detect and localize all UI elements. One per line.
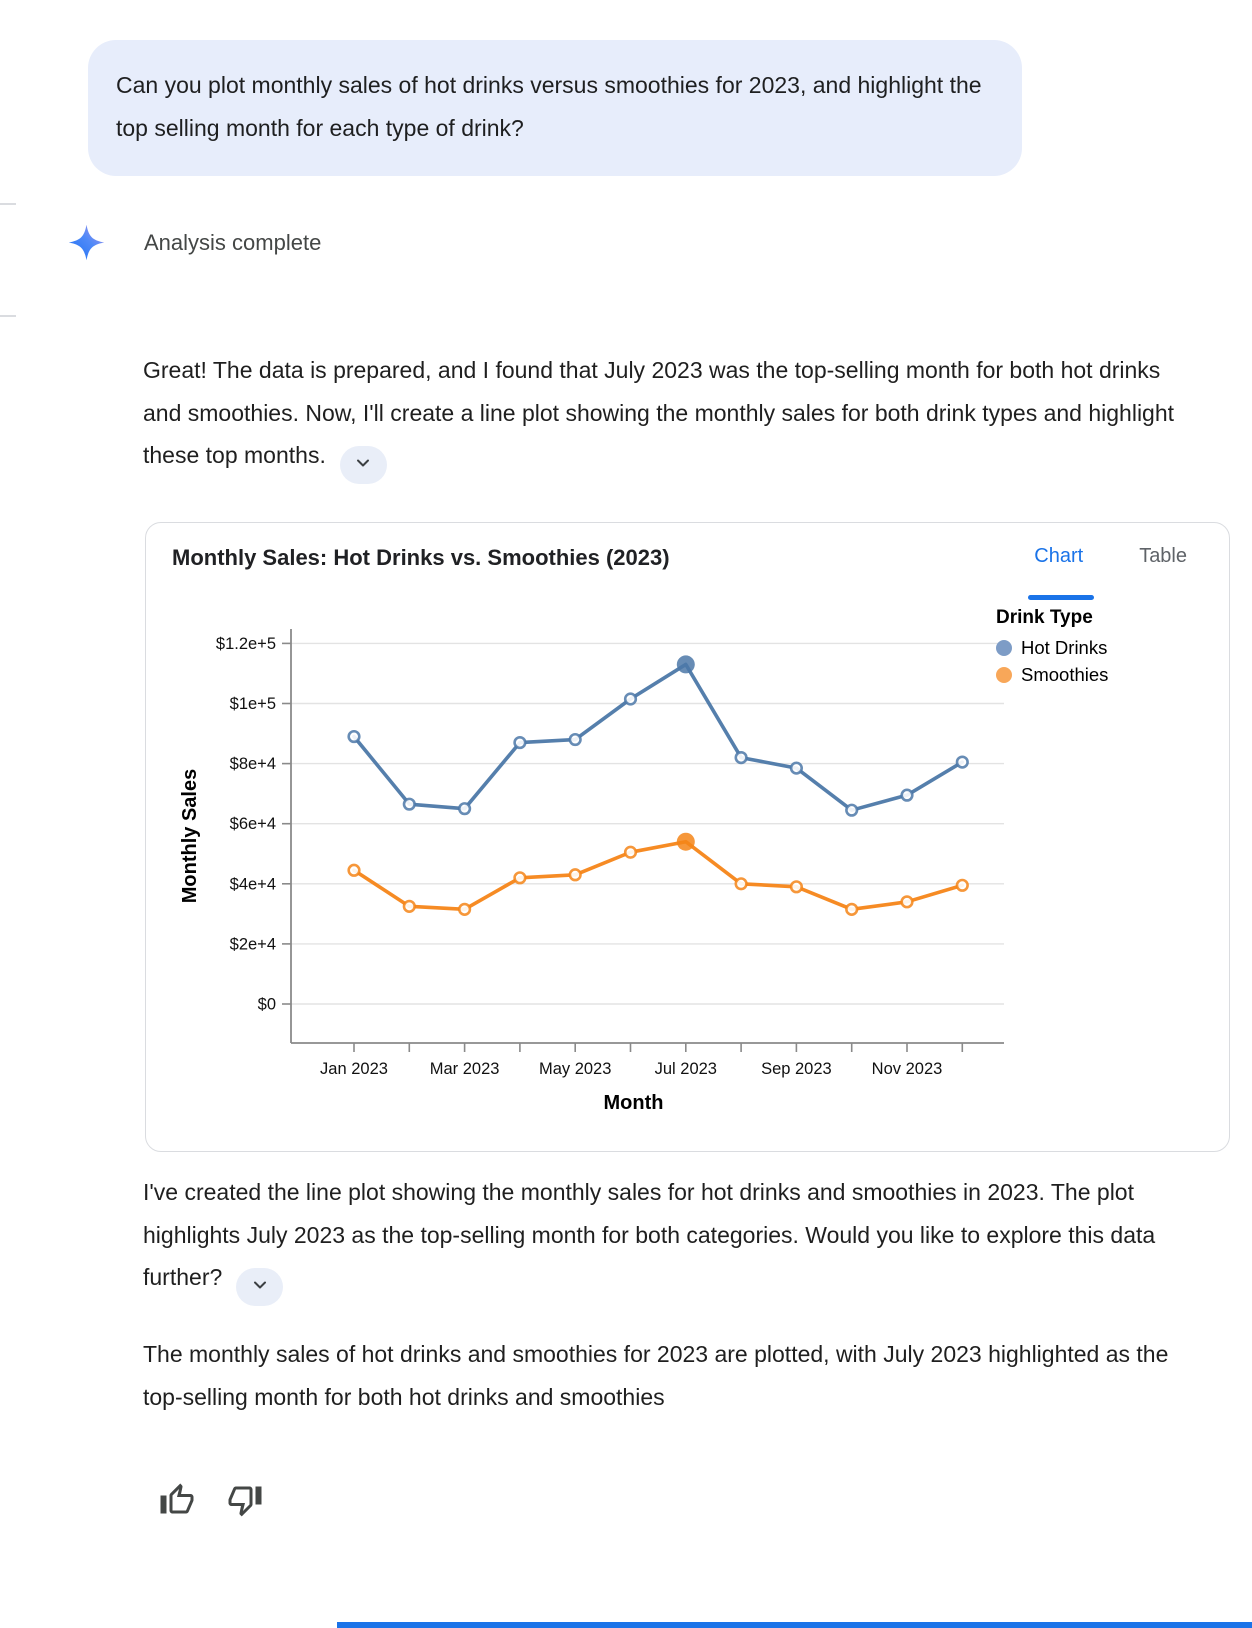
legend-item-label: Hot Drinks	[1021, 637, 1108, 658]
legend-item-hot-drinks[interactable]	[996, 637, 1108, 659]
svg-text:$2e+4: $2e+4	[229, 935, 276, 954]
analysis-status-row[interactable]	[68, 224, 321, 261]
assistant-intro-text: Great! The data is prepared, and I found that July 2023 was the top-selling month for both hot drinks and smoothies. Now, I'll create a line plot showing the monthly sales for both drink types and highlight these top months.	[143, 357, 1175, 468]
analysis-status-label: Analysis complete	[144, 229, 322, 255]
assistant-summary-paragraph	[143, 1333, 1175, 1418]
svg-text:$0: $0	[257, 995, 276, 1014]
bottom-accent-bar	[337, 1622, 1252, 1628]
assistant-followup-paragraph	[143, 1171, 1175, 1306]
assistant-summary-text: The monthly sales of hot drinks and smoothies for 2023 are plotted, with July 2023 highlighted as the top-selling month for both hot drinks and smoothies	[143, 1341, 1169, 1410]
chart-legend	[996, 607, 1108, 691]
svg-text:Monthly Sales: Monthly Sales	[179, 768, 201, 904]
svg-text:Month: Month	[603, 1092, 664, 1114]
thumbs-up-button[interactable]	[156, 1480, 198, 1522]
tab-table-label: Table	[1139, 545, 1187, 567]
expand-step-button[interactable]	[236, 1268, 283, 1306]
svg-text:$8e+4: $8e+4	[229, 755, 276, 774]
chart-card	[145, 522, 1230, 1152]
left-panel-edge-top	[0, 203, 16, 205]
thumbs-up-icon	[159, 1506, 195, 1521]
chevron-down-icon	[353, 453, 373, 476]
tab-chart-label: Chart	[1034, 545, 1084, 567]
legend-item-smoothies[interactable]	[996, 664, 1108, 686]
svg-text:Nov 2023: Nov 2023	[871, 1060, 943, 1078]
assistant-intro-paragraph	[143, 349, 1175, 484]
smoothies-legend-dot-icon	[996, 667, 1012, 683]
svg-text:Jan 2023: Jan 2023	[320, 1060, 388, 1078]
svg-text:May 2023: May 2023	[538, 1060, 612, 1078]
assistant-followup-text: I've created the line plot showing the monthly sales for hot drinks and smoothies in 2023. The plot highlights July 2023 as the top-selling month for both categories. Would you like to explore this data further?	[143, 1179, 1156, 1290]
chevron-down-icon	[250, 1275, 270, 1298]
hot-drinks-legend-dot-icon	[996, 640, 1012, 656]
user-message-bubble	[88, 40, 1022, 176]
legend-title: Drink Type	[996, 607, 1093, 628]
thumbs-down-button[interactable]	[224, 1480, 266, 1522]
left-panel-edge-bottom	[0, 315, 16, 317]
feedback-buttons	[156, 1480, 266, 1522]
svg-text:Sep 2023: Sep 2023	[761, 1060, 832, 1078]
svg-text:$4e+4: $4e+4	[229, 875, 276, 894]
expand-step-button[interactable]	[340, 446, 387, 484]
gemini-sparkle-icon	[68, 224, 105, 261]
chart-card-title: Monthly Sales: Hot Drinks vs. Smoothies (2023)	[172, 545, 670, 570]
svg-text:Jul 2023: Jul 2023	[654, 1060, 717, 1078]
svg-text:Mar 2023: Mar 2023	[429, 1060, 500, 1078]
svg-text:$1.2e+5: $1.2e+5	[215, 634, 276, 653]
user-message-text: Can you plot monthly sales of hot drinks versus smoothies for 2023, and highlight the top selling month for each type of drink?	[116, 72, 982, 141]
legend-item-label: Smoothies	[1021, 664, 1109, 685]
svg-text:$6e+4: $6e+4	[229, 815, 276, 834]
svg-text:$1e+5: $1e+5	[229, 695, 276, 713]
thumbs-down-icon	[227, 1506, 263, 1521]
